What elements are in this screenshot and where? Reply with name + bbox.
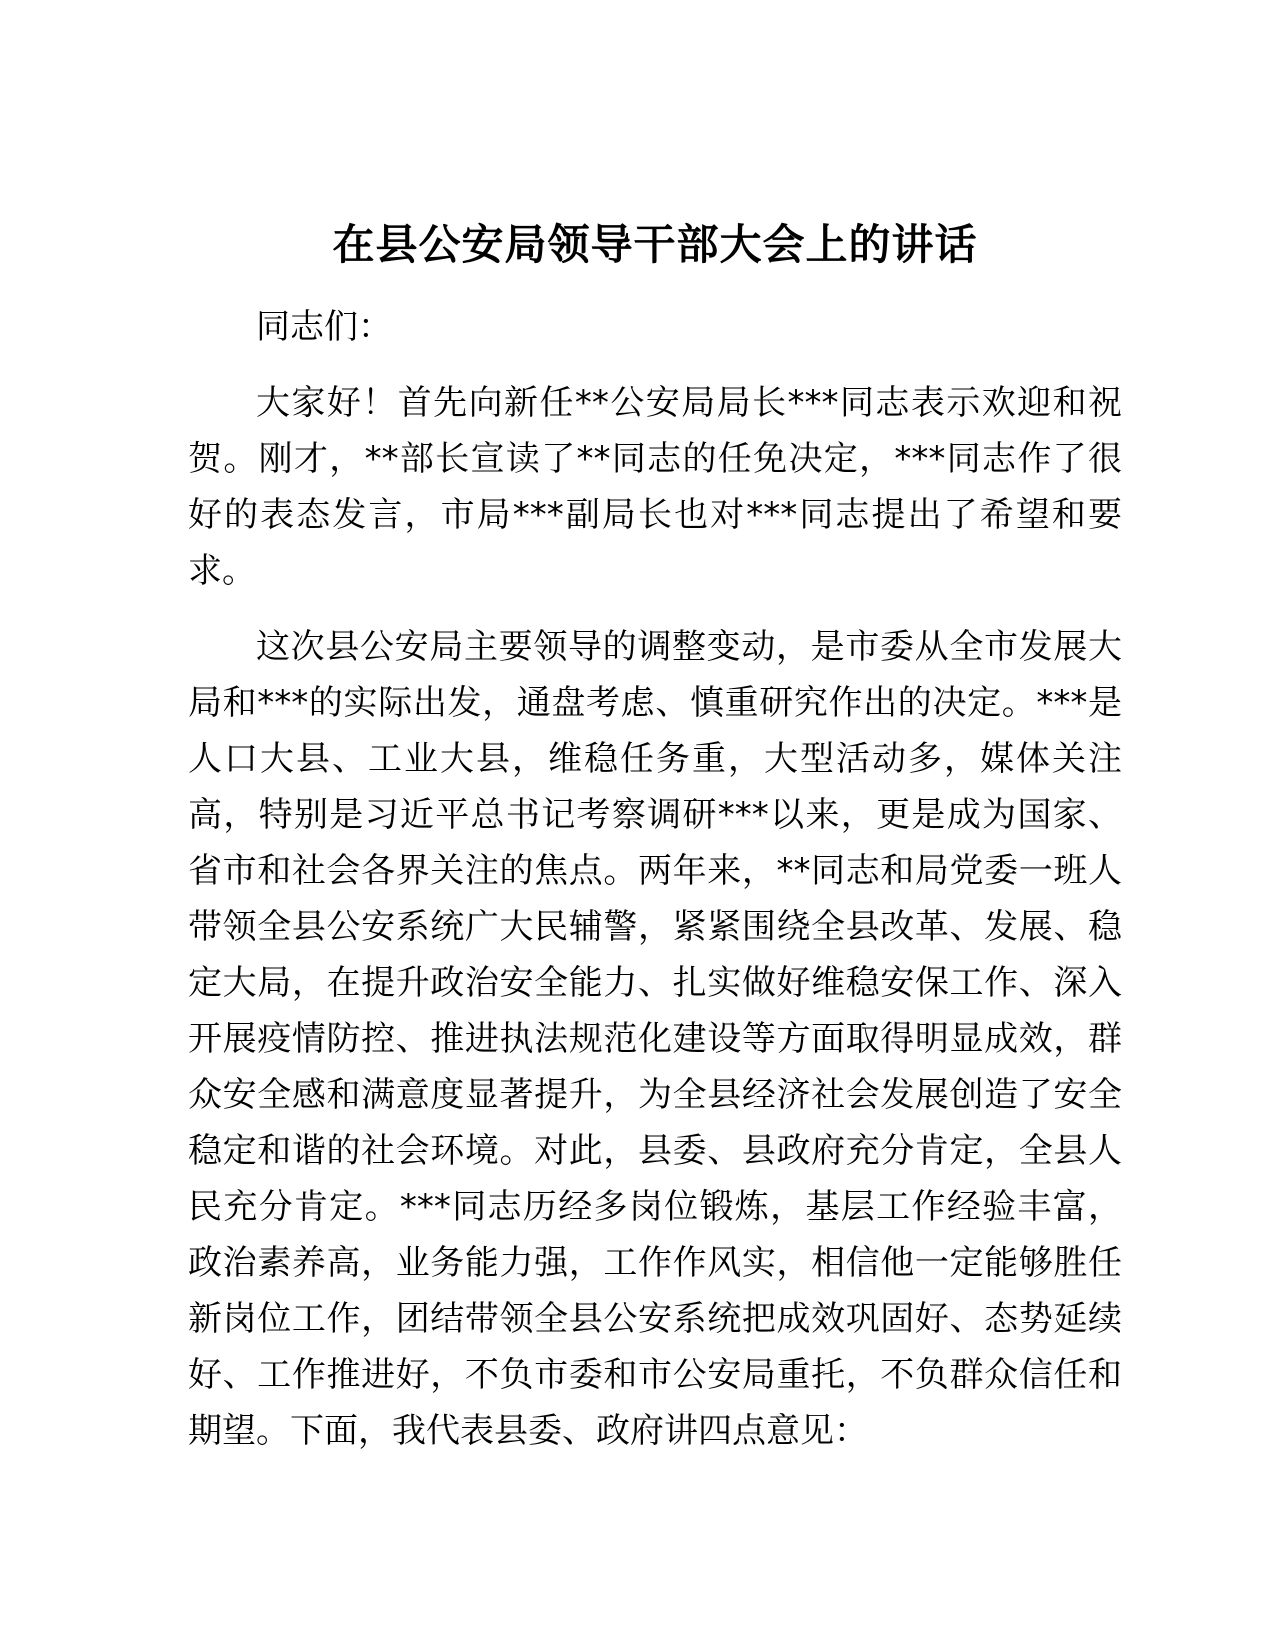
text-line: 众安全感和满意度显著提升，为全县经济社会发展创造了安全 bbox=[188, 1075, 1122, 1115]
text-line: 省市和社会各界关注的焦点。两年来，**同志和局党委一班人 bbox=[188, 851, 1122, 891]
paragraph bbox=[188, 375, 1122, 599]
text-line: 新岗位工作，团结带领全县公安系统把成效巩固好、态势延续 bbox=[188, 1299, 1122, 1339]
document-title: 在县公安局领导干部大会上的讲话 bbox=[332, 220, 978, 269]
text-line: 好、工作推进好，不负市委和市公安局重托，不负群众信任和 bbox=[188, 1355, 1122, 1395]
text-line: 贺。刚才，**部长宣读了**同志的任免决定，***同志作了很 bbox=[188, 439, 1122, 479]
text-line: 民充分肯定。***同志历经多岗位锻炼，基层工作经验丰富， bbox=[188, 1187, 1122, 1227]
text-line: 高，特别是习近平总书记考察调研***以来，更是成为国家、 bbox=[188, 795, 1122, 835]
text-line: 同志们： bbox=[256, 307, 392, 347]
text-line: 求。 bbox=[188, 551, 256, 591]
text-line: 带领全县公安系统广大民辅警，紧紧围绕全县改革、发展、稳 bbox=[188, 907, 1122, 947]
text-line: 定大局，在提升政治安全能力、扎实做好维稳安保工作、深入 bbox=[188, 963, 1122, 1003]
text-line: 期望。下面，我代表县委、政府讲四点意见： bbox=[188, 1411, 868, 1451]
paragraph bbox=[188, 299, 1122, 355]
document-body bbox=[188, 299, 1122, 1459]
paragraph bbox=[188, 619, 1122, 1459]
document-content bbox=[188, 213, 1122, 1459]
text-line: 局和***的实际出发，通盘考虑、慎重研究作出的决定。***是 bbox=[188, 683, 1122, 723]
text-line: 这次县公安局主要领导的调整变动，是市委从全市发展大 bbox=[256, 627, 1122, 667]
text-line: 好的表态发言，市局***副局长也对***同志提出了希望和要 bbox=[188, 495, 1122, 535]
text-line: 人口大县、工业大县，维稳任务重，大型活动多，媒体关注 bbox=[188, 739, 1122, 779]
text-line: 开展疫情防控、推进执法规范化建设等方面取得明显成效，群 bbox=[188, 1019, 1122, 1059]
text-line: 大家好！首先向新任**公安局局长***同志表示欢迎和祝 bbox=[256, 383, 1122, 423]
text-line: 政治素养高，业务能力强，工作作风实，相信他一定能够胜任 bbox=[188, 1243, 1122, 1283]
text-line: 稳定和谐的社会环境。对此，县委、县政府充分肯定，全县人 bbox=[188, 1131, 1122, 1171]
